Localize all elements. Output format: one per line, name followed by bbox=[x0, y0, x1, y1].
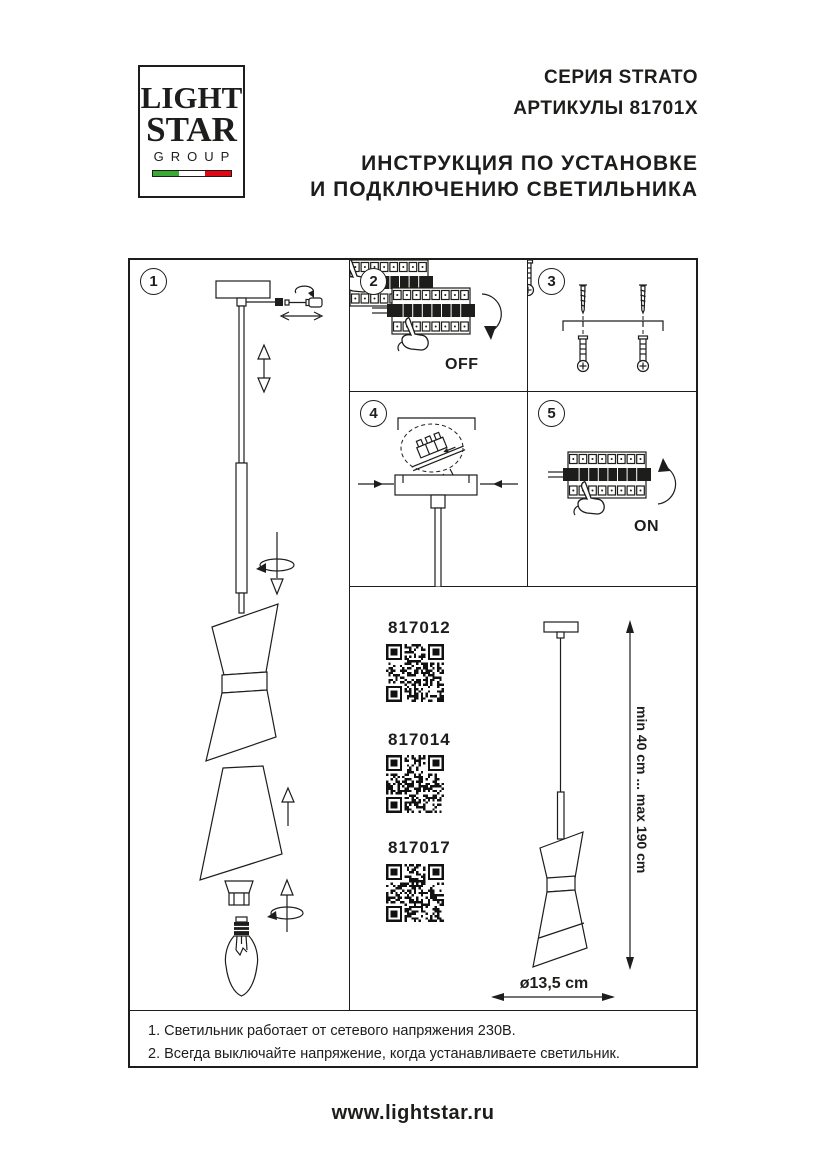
flag-green-segment bbox=[153, 171, 179, 176]
logo-word-group: GROUP bbox=[153, 149, 237, 164]
step3-panel bbox=[528, 260, 696, 392]
italian-flag-bar bbox=[152, 170, 232, 177]
screwdriver-icon bbox=[281, 286, 322, 320]
step2-panel bbox=[350, 260, 528, 392]
diagram-frame bbox=[128, 258, 698, 1068]
lightstar-logo bbox=[138, 65, 245, 198]
flag-red-segment bbox=[205, 171, 231, 176]
push-arrow-left-icon bbox=[358, 480, 394, 488]
note-line: 2. Всегда выключайте напряжение, когда устанавливаете светильник. bbox=[148, 1046, 620, 1062]
diameter-label: ø13,5 cm bbox=[519, 975, 589, 992]
note-line: 1. Светильник работает от сетевого напряжения 230В. bbox=[148, 1023, 516, 1039]
logo-word-star: STAR bbox=[146, 110, 237, 149]
height-range-label: min 40 cm ... max 190 cm bbox=[634, 706, 650, 874]
on-label: ON bbox=[634, 518, 659, 535]
step2-badge: 2 bbox=[360, 268, 387, 295]
products-panel bbox=[350, 587, 696, 1010]
step5-panel bbox=[528, 392, 696, 587]
instruction-title-line2: И ПОДКЛЮЧЕНИЮ СВЕТИЛЬНИКА bbox=[310, 178, 698, 201]
push-arrow-right-icon bbox=[480, 480, 518, 488]
up-arrow-icon bbox=[282, 788, 294, 826]
step4-panel bbox=[350, 392, 528, 587]
socket-ring bbox=[225, 881, 253, 905]
website-url: www.lightstar.ru bbox=[331, 1102, 495, 1124]
logo-word-light: LIGHT bbox=[140, 80, 243, 115]
articles-title: АРТИКУЛЫ 81701X bbox=[513, 98, 698, 119]
arrow-down-icon bbox=[484, 326, 496, 340]
diameter-dimension-arrow bbox=[491, 993, 615, 1001]
step1-panel bbox=[130, 260, 350, 1010]
instruction-title-line1: ИНСТРУКЦИЯ ПО УСТАНОВКЕ bbox=[361, 152, 698, 175]
off-label: OFF bbox=[445, 356, 479, 373]
up-down-arrow-icon bbox=[258, 345, 270, 392]
pendant-assembly-diagram bbox=[130, 260, 350, 1010]
wall-anchor-icon bbox=[528, 260, 534, 296]
rotate-arrow-icon bbox=[256, 532, 294, 594]
article-number: 817014 bbox=[388, 730, 451, 749]
article-number: 817017 bbox=[388, 838, 451, 857]
series-title: СЕРИЯ STRATO bbox=[543, 67, 698, 88]
height-dimension-arrow bbox=[626, 620, 634, 970]
article-number: 817012 bbox=[388, 618, 451, 637]
step1-badge: 1 bbox=[140, 268, 167, 295]
safety-notes bbox=[130, 1010, 696, 1066]
bulb-icon bbox=[225, 917, 257, 996]
flag-white-segment bbox=[179, 171, 205, 176]
step5-badge: 5 bbox=[538, 400, 565, 427]
screw-in-arrow-icon bbox=[267, 880, 303, 932]
step4-badge: 4 bbox=[360, 400, 387, 427]
arrow-up-icon bbox=[658, 458, 670, 472]
header-titles bbox=[310, 62, 698, 203]
step3-badge: 3 bbox=[538, 268, 565, 295]
